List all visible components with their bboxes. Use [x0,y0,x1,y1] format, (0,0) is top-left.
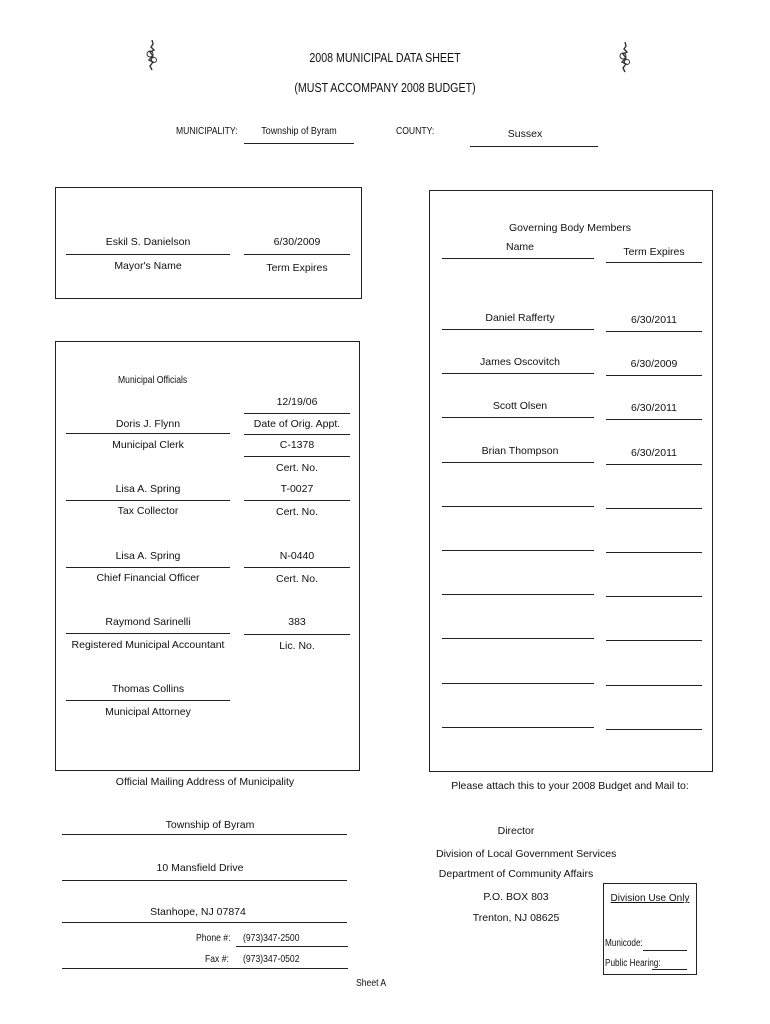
cfo-title: Chief Financial Officer [96,572,200,584]
rma-title: Registered Municipal Accountant [71,639,225,651]
tax-collector-cert: T-0027 [280,483,314,495]
member-term: 6/30/2009 [630,358,678,370]
attach-line4: P.O. BOX 803 [483,891,549,903]
member-name: Scott Olsen [492,400,548,412]
attach-line1: Director [497,825,535,837]
mailing-line2: 10 Mansfield Drive [156,862,244,874]
state-seal-left-icon [144,38,160,72]
empty-term-line [606,596,702,597]
empty-member-line [442,550,594,551]
rma-name: Raymond Sarinelli [105,616,191,628]
empty-member-line [442,594,594,595]
member-term: 6/30/2011 [631,402,677,414]
state-seal-right-icon [617,40,633,74]
empty-member-line [442,727,594,728]
tax-collector-title: Tax Collector [117,505,179,517]
rma-lic: 383 [288,616,306,628]
cfo-cert: N-0440 [279,550,315,562]
attach-line5: Trenton, NJ 08625 [472,912,560,924]
governing-name-col: Name [505,241,534,253]
member-name: Daniel Rafferty [485,312,555,324]
mayor-term-caption: Term Expires [266,262,328,274]
officials-heading: Municipal Officials [118,374,188,386]
clerk-title: Municipal Clerk [112,439,184,451]
empty-term-line [606,729,702,730]
attach-line3: Department of Community Affairs [438,868,594,880]
page-title: 2008 MUNICIPAL DATA SHEET [309,50,461,65]
tax-collector-cert-caption: Cert. No. [275,506,318,518]
empty-member-line [442,683,594,684]
clerk-name: Doris J. Flynn [115,418,181,430]
clerk-cert-caption: Cert. No. [275,462,318,474]
cfo-cert-caption: Cert. No. [275,573,318,585]
fax-value: (973)347-0502 [243,953,300,965]
municipality-value: Township of Byram [261,125,337,137]
empty-term-line [606,685,702,686]
mayor-name-caption: Mayor's Name [114,260,182,272]
tax-collector-name: Lisa A. Spring [115,483,181,495]
mailing-heading: Official Mailing Address of Municipality [115,776,295,788]
clerk-appt-caption: Date of Orig. Appt. [253,418,341,430]
member-term: 6/30/2011 [631,447,677,459]
governing-heading: Governing Body Members [509,222,631,234]
member-name: Brian Thompson [481,445,559,457]
fax-label: Fax #: [205,953,229,965]
empty-term-line [606,508,702,509]
county-label: COUNTY: [396,125,435,137]
clerk-cert: C-1378 [279,439,315,451]
phone-label: Phone #: [196,932,231,944]
mailing-line3: Stanhope, NJ 07874 [150,906,246,918]
empty-term-line [606,552,702,553]
empty-member-line [442,506,594,507]
mayor-term: 6/30/2009 [273,236,321,248]
mailing-line1: Township of Byram [165,819,255,831]
empty-member-line [442,638,594,639]
attorney-title: Municipal Attorney [105,706,191,718]
phone-value: (973)347-2500 [243,932,300,944]
division-use-title: Division Use Only [610,893,690,904]
empty-term-line [606,640,702,641]
public-hearing-label: Public Hearing: [605,958,661,969]
municipality-label: MUNICIPALITY: [176,125,238,137]
page-subtitle: (MUST ACCOMPANY 2008 BUDGET) [294,80,476,95]
county-value: Sussex [507,128,543,140]
attach-heading: Please attach this to your 2008 Budget and Mail to: [451,780,689,792]
member-term: 6/30/2011 [631,314,677,326]
sheet-label: Sheet A [356,977,387,989]
mayor-name: Eskil S. Danielson [105,236,191,248]
clerk-appt-date: 12/19/06 [276,396,318,408]
rma-lic-caption: Lic. No. [279,640,315,652]
cfo-name: Lisa A. Spring [115,550,181,562]
member-name: James Oscovitch [480,356,560,368]
governing-term-col: Term Expires [623,246,685,258]
attach-line2: Division of Local Government Services [436,848,617,860]
attorney-name: Thomas Collins [111,683,185,695]
municode-label: Municode: [605,938,643,949]
